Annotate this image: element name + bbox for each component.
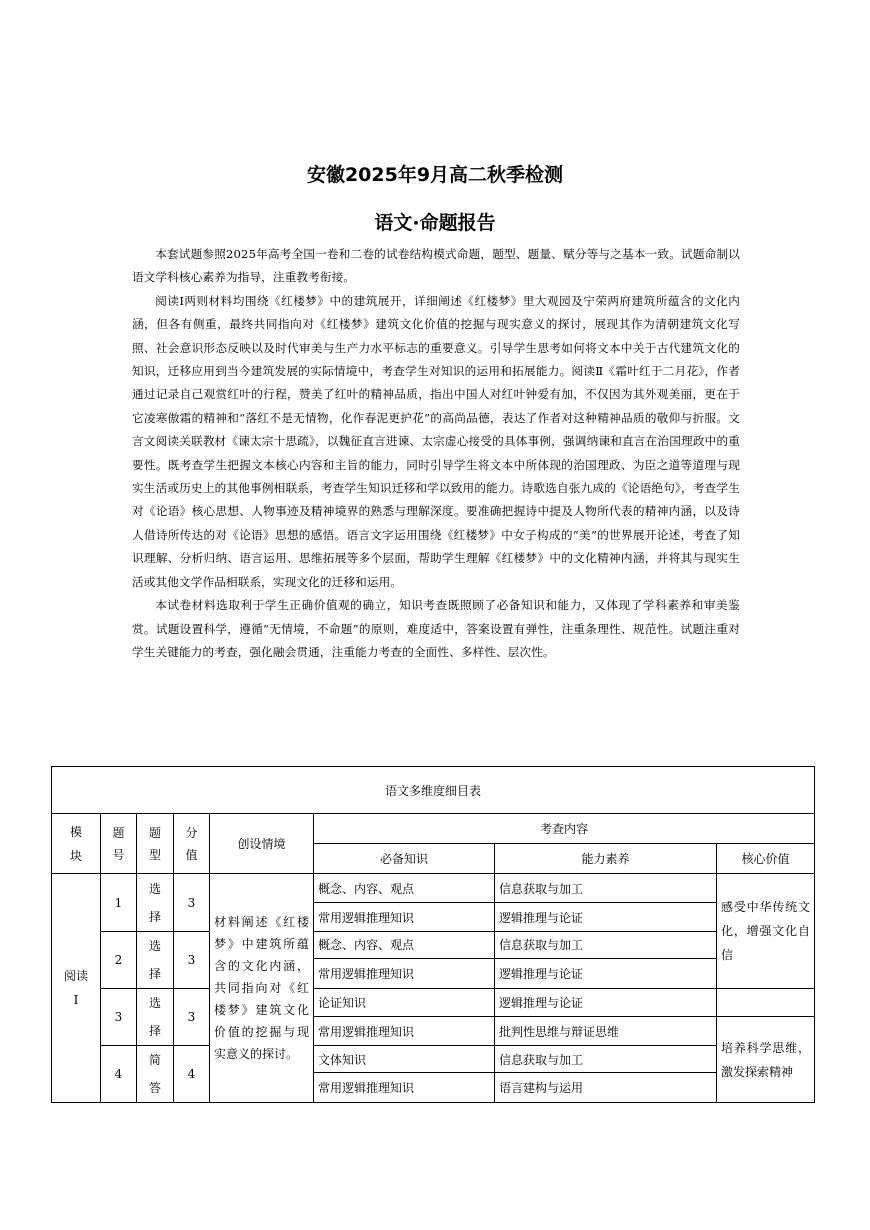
detail-table — [51, 766, 815, 1103]
header-knowledge: 必备知识 — [314, 844, 495, 874]
question-score: 3 — [174, 874, 210, 932]
header-content: 考查内容 — [314, 814, 815, 844]
header-value: 核心价值 — [717, 844, 815, 874]
knowledge-cell: 常用逻辑推理知识 — [314, 1017, 495, 1046]
module-cell: 阅读Ⅰ — [52, 874, 101, 1103]
knowledge-cell: 概念、内容、观点 — [314, 932, 495, 959]
knowledge-cell: 文体知识 — [314, 1046, 495, 1073]
knowledge-cell: 常用逻辑推理知识 — [314, 903, 495, 932]
report-paragraph: 本套试题参照2025年高考全国一卷和二卷的试卷结构模式命题，题型、题量、赋分等与之基本一致。试题命制以语文学科核心素养为指导，注重教考衔接。 — [132, 247, 740, 285]
header-ability: 能力素养 — [495, 844, 717, 874]
report-paragraph: 本试卷材料选取利于学生正确价值观的确立，知识考查既照顾了必备知识和能力，又体现了学科素养和审美鉴赏。试题设置科学，遵循“无情境，不命题”的原则，难度适中，答案设置有弹性，注重条理性、规范性。试题注重对学生关键能力的考查，强化融会贯通，注重能力考查的全面性、多样性、层次性。 — [132, 598, 740, 659]
ability-cell: 批判性思维与辩证思维 — [495, 1017, 717, 1046]
header-score: 分值 — [174, 814, 210, 874]
table-caption: 语文多维度细目表 — [52, 767, 815, 814]
question-score: 3 — [174, 932, 210, 989]
ability-cell: 信息获取与加工 — [495, 874, 717, 903]
knowledge-cell: 概念、内容、观点 — [314, 874, 495, 903]
ability-cell: 信息获取与加工 — [495, 1046, 717, 1073]
header-context: 创设情境 — [210, 814, 314, 874]
header-number: 题号 — [101, 814, 137, 874]
ability-cell: 逻辑推理与论证 — [495, 903, 717, 932]
core-value-cell: 感受中华传统文化，增强文化自信 — [717, 874, 815, 989]
question-type: 简答 — [137, 1046, 174, 1103]
header-type: 题型 — [137, 814, 174, 874]
report-body — [132, 243, 740, 664]
knowledge-cell: 常用逻辑推理知识 — [314, 958, 495, 988]
question-number: 4 — [101, 1046, 137, 1103]
question-number: 1 — [101, 874, 137, 932]
ability-cell: 信息获取与加工 — [495, 932, 717, 959]
knowledge-cell: 常用逻辑推理知识 — [314, 1073, 495, 1103]
ability-cell: 逻辑推理与论证 — [495, 989, 717, 1017]
context-cell: 材料阐述《红楼梦》中建筑所蕴含的文化内涵，共同指向对《红楼梦》建筑文化价值的挖掘与现实意义的探讨。 — [210, 874, 314, 1103]
question-type: 选择 — [137, 989, 174, 1046]
question-score: 3 — [174, 989, 210, 1046]
core-value-gap — [717, 989, 815, 1017]
question-number: 2 — [101, 932, 137, 989]
ability-cell: 逻辑推理与论证 — [495, 958, 717, 988]
question-type: 选择 — [137, 874, 174, 932]
question-score: 4 — [174, 1046, 210, 1103]
question-number: 3 — [101, 989, 137, 1046]
core-value-cell: 培养科学思维，激发探索精神 — [717, 1017, 815, 1103]
ability-cell: 语言建构与运用 — [495, 1073, 717, 1103]
knowledge-cell: 论证知识 — [314, 989, 495, 1017]
question-type: 选择 — [137, 932, 174, 989]
document-subtitle: 语文·命题报告 — [374, 212, 496, 234]
document-title: 安徽2025年9月高二秋季检测 — [306, 164, 564, 186]
header-module: 模块 — [52, 814, 101, 874]
report-paragraph: 阅读Ⅰ两则材料均围绕《红楼梦》中的建筑展开，详细阐述《红楼梦》里大观园及宁荣两府建筑所蕴含的文化内涵，但各有侧重，最终共同指向对《红楼梦》建筑文化价值的挖掘与现实意义的探讨，展现其作为清朝建筑文化写照、社会意识形态反映以及时代审美与生产力水平标志的重要意义。引导学生思考如何将文本中关于古代建筑文化的知识，迁移应用到当今建筑发展的实际情境中，考查学生对知识的运用和拓展能力。阅读Ⅱ《霜叶红于二月花》，作者通过记录自己观赏红叶的行程，赞美了红叶的精神品质，指出中国人对红叶钟爱有加，不仅因为其外观美丽，更在于它凌寒傲霜的精神和“落红不是无情物，化作春泥更护花”的高尚品德，表达了作者对这种精神品质的敬仰与折服。文言文阅读关联教材《谏太宗十思疏》，以魏征直言进谏、太宗虚心接受的具体事例，强调纳谏和直言在治国理政中的重要性。既考查学生把握文本核心内容和主旨的能力，同时引导学生将文本中所体现的治国理政、为臣之道等道理与现实生活或历史上的其他事例相联系，考查学生知识迁移和学以致用的能力。诗歌选自张九成的《论语绝句》，考查学生对《论语》核心思想、人物事迹及精神境界的熟悉与理解深度。要准确把握诗中提及人物所代表的精神内涵，以及诗人借诗所传达的对《论语》思想的感悟。语言文字运用围绕《红楼梦》中女子构成的“美”的世界展开论述，考查了知识理解、分析归纳、语言运用、思维拓展等多个层面，帮助学生理解《红楼梦》中的文化精神内涵，并将其与现实生活或其他文学作品相联系，实现文化的迁移和运用。 — [132, 293, 740, 589]
